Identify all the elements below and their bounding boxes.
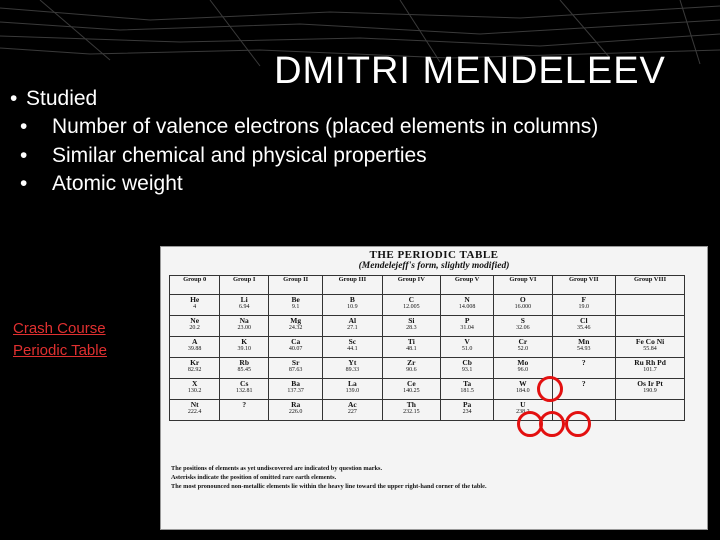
element-cell [616, 358, 685, 379]
element-weight: 222.4 [187, 409, 202, 415]
element-symbol: C [408, 295, 415, 304]
highlight-circle [565, 411, 591, 437]
element-weight: 28.3 [406, 325, 417, 331]
element-symbol: ? [242, 400, 247, 409]
element-cell [616, 295, 685, 316]
element-cell [441, 295, 494, 316]
slide-title: DMITRI MENDELEEV [274, 50, 666, 92]
element-cell [552, 295, 616, 316]
element-symbol: Kr [190, 358, 200, 367]
element-weight: 234 [462, 409, 472, 415]
link-line[interactable]: Periodic Table [13, 341, 107, 359]
element-weight: 51.0 [461, 346, 473, 352]
element-cell [220, 337, 269, 358]
element-weight: 10.9 [347, 304, 358, 310]
element-symbol: V [464, 337, 470, 346]
periodic-grid [169, 275, 685, 421]
element-symbol: Cs [240, 379, 249, 388]
element-cell [616, 400, 685, 421]
element-cell [441, 316, 494, 337]
element-cell [170, 379, 220, 400]
element-row [170, 400, 685, 421]
element-cell [323, 400, 382, 421]
bullet-dot-icon: • [10, 87, 18, 110]
element-weight: 132.81 [235, 388, 253, 394]
element-row [170, 358, 685, 379]
element-weight: 27.1 [347, 325, 358, 331]
element-cell [441, 337, 494, 358]
element-weight: 12.005 [403, 304, 420, 310]
element-symbol: Al [348, 316, 357, 325]
element-weight: 93.1 [461, 367, 473, 373]
table-header [161, 249, 707, 271]
element-cell [552, 337, 616, 358]
bullet-list [10, 86, 660, 197]
element-symbol: Pa [462, 400, 472, 409]
element-cell [220, 379, 269, 400]
group-header: Group I [220, 276, 269, 295]
element-symbol: Sr [291, 358, 300, 367]
sub-bullet-text: Number of valence electrons (placed elements in columns) [52, 115, 599, 139]
element-symbol: S [520, 316, 525, 325]
element-cell [552, 316, 616, 337]
element-symbol: Rb [239, 358, 250, 367]
element-cell [220, 400, 269, 421]
bullet-item [10, 86, 660, 112]
element-weight: 181.5 [460, 388, 474, 394]
element-weight: 130.2 [187, 388, 202, 394]
element-symbol: Cb [462, 358, 472, 367]
sub-bullet-item [20, 143, 660, 169]
element-cell [269, 295, 323, 316]
element-weight: 52.0 [517, 346, 529, 352]
element-cell [170, 337, 220, 358]
element-row [170, 379, 685, 400]
element-symbol: Nt [190, 400, 199, 409]
element-symbol: Mo [517, 358, 529, 367]
element-cell [441, 400, 494, 421]
element-cell [494, 337, 552, 358]
element-cell [323, 337, 382, 358]
group-header: Group 0 [170, 276, 220, 295]
element-symbol: La [347, 379, 357, 388]
element-symbol: Ti [407, 337, 415, 346]
element-cell [269, 358, 323, 379]
element-cell [616, 379, 685, 400]
element-cell [382, 358, 441, 379]
sub-bullet-text: Atomic weight [52, 171, 183, 195]
element-weight: 137.37 [287, 388, 304, 394]
element-symbol: ? [581, 379, 586, 388]
element-symbol: ? [581, 358, 586, 367]
element-symbol: Be [291, 295, 300, 304]
element-cell [494, 295, 552, 316]
element-cell [170, 316, 220, 337]
element-symbol: X [191, 379, 198, 388]
element-cell [441, 379, 494, 400]
element-symbol: Ra [291, 400, 301, 409]
element-weight: 39.88 [187, 346, 202, 352]
element-cell [269, 400, 323, 421]
sub-bullet-item [20, 171, 660, 197]
element-cell [269, 337, 323, 358]
element-symbol: Li [240, 295, 248, 304]
element-weight: 40.07 [288, 346, 303, 352]
element-symbol: Cr [518, 337, 528, 346]
table-note: Asterisks indicate the position of omitted rare earth elements. [171, 474, 337, 481]
element-symbol: B [349, 295, 355, 304]
element-symbol: Fe Co Ni [635, 337, 665, 346]
group-header-row [170, 276, 685, 295]
element-weight: 19.0 [578, 304, 590, 310]
periodic-table-image [160, 246, 708, 530]
element-symbol: Ne [190, 316, 200, 325]
group-header: Group II [269, 276, 323, 295]
element-cell [382, 295, 441, 316]
element-cell [170, 295, 220, 316]
element-symbol: He [190, 295, 200, 304]
element-cell [269, 316, 323, 337]
element-cell [323, 295, 382, 316]
element-symbol: Na [239, 316, 249, 325]
element-symbol: P [464, 316, 470, 325]
element-cell [170, 400, 220, 421]
element-weight: 39.10 [237, 346, 251, 352]
element-weight: 101.7 [643, 367, 657, 373]
crash-course-link[interactable] [13, 318, 107, 362]
element-weight: 87.63 [288, 367, 303, 373]
highlight-circle [537, 376, 563, 402]
element-cell [220, 358, 269, 379]
table-note: The most pronounced non-metallic elements lie within the heavy line toward the upper right-hand corner of the table. [171, 483, 487, 490]
table-notes [171, 464, 691, 491]
sub-bullet-text: Similar chemical and physical properties [52, 143, 427, 167]
element-row [170, 337, 685, 358]
element-row [170, 295, 685, 316]
element-symbol: Cl [580, 316, 588, 325]
element-weight: 90.6 [406, 367, 417, 373]
element-weight: 35.46 [577, 325, 591, 331]
element-symbol: Zr [407, 358, 416, 367]
element-cell [382, 379, 441, 400]
element-weight: 85.45 [237, 367, 251, 373]
element-weight: 6.94 [238, 304, 250, 310]
element-weight: 24.32 [288, 325, 303, 331]
element-symbol: F [581, 295, 587, 304]
table-subtitle: (Mendelejeff's form, slightly modified) [358, 261, 510, 271]
highlight-circle [539, 411, 565, 437]
element-row [170, 316, 685, 337]
element-symbol: Mn [578, 337, 590, 346]
group-header: Group VIII [616, 276, 685, 295]
element-weight: 54.93 [577, 346, 591, 352]
element-weight: 32.06 [516, 325, 530, 331]
bullet-dot-icon: • [20, 115, 28, 139]
bullet-dot-icon: • [20, 171, 28, 195]
element-cell [494, 358, 552, 379]
group-header: Group III [323, 276, 382, 295]
table-note: The positions of elements as yet undiscovered are indicated by question marks. [171, 465, 383, 472]
element-cell [494, 316, 552, 337]
element-symbol: Os Ir Pt [637, 379, 663, 388]
element-weight: 190.9 [643, 388, 657, 394]
element-weight: 82.92 [187, 367, 202, 373]
element-weight: 89.33 [345, 367, 360, 373]
link-line[interactable]: Crash Course [13, 320, 106, 337]
element-symbol: U [520, 400, 526, 409]
element-cell [323, 379, 382, 400]
element-symbol: W [519, 379, 527, 388]
element-cell [382, 316, 441, 337]
element-weight: 23.00 [237, 325, 251, 331]
element-symbol: Ta [463, 379, 472, 388]
element-weight: 9.1 [291, 304, 300, 310]
element-weight: 14.008 [458, 304, 476, 310]
element-weight: 96.0 [517, 367, 529, 373]
element-weight: 20.2 [189, 325, 200, 331]
element-rows [170, 295, 685, 421]
element-weight: 140.25 [403, 388, 420, 394]
element-cell [441, 358, 494, 379]
group-header: Group V [441, 276, 494, 295]
element-cell [552, 358, 616, 379]
element-symbol: Ac [348, 400, 357, 409]
element-symbol: Ce [406, 379, 416, 388]
element-weight: 226.0 [288, 409, 303, 415]
element-weight: 55.84 [643, 346, 657, 352]
element-weight: 227 [347, 409, 357, 415]
element-weight: 16.000 [514, 304, 532, 310]
group-header: Group VI [494, 276, 552, 295]
element-symbol: K [241, 337, 248, 346]
element-symbol: Ca [291, 337, 301, 346]
sub-bullet-item [20, 114, 660, 140]
element-weight: 4 [193, 304, 197, 310]
element-symbol: Si [408, 316, 415, 325]
element-symbol: N [464, 295, 470, 304]
element-symbol: Mg [290, 316, 302, 325]
element-weight: 238.2 [516, 409, 530, 415]
element-cell [616, 316, 685, 337]
element-weight: 44.1 [347, 346, 358, 352]
element-weight: 48.1 [406, 346, 417, 352]
element-cell [269, 379, 323, 400]
element-cell [220, 316, 269, 337]
element-cell [170, 358, 220, 379]
element-cell [220, 295, 269, 316]
element-symbol: Th [406, 400, 416, 409]
element-cell [382, 337, 441, 358]
element-cell [323, 316, 382, 337]
element-cell [616, 337, 685, 358]
bullet-text: Studied [26, 87, 98, 110]
element-symbol: A [191, 337, 198, 346]
table-title: THE PERIODIC TABLE [369, 249, 499, 261]
element-symbol: Sc [348, 337, 357, 346]
element-cell [323, 358, 382, 379]
element-weight: 31.04 [460, 325, 474, 331]
element-symbol: Yt [348, 358, 357, 367]
element-weight: 139.0 [345, 388, 360, 394]
element-cell [382, 400, 441, 421]
element-weight: 232.15 [403, 409, 420, 415]
element-weight: 184.0 [516, 388, 530, 394]
element-symbol: Ba [291, 379, 301, 388]
group-header: Group IV [382, 276, 441, 295]
group-header: Group VII [552, 276, 616, 295]
element-symbol: Ru Rh Pd [634, 358, 666, 367]
bullet-dot-icon: • [20, 143, 28, 167]
element-symbol: O [519, 295, 526, 304]
